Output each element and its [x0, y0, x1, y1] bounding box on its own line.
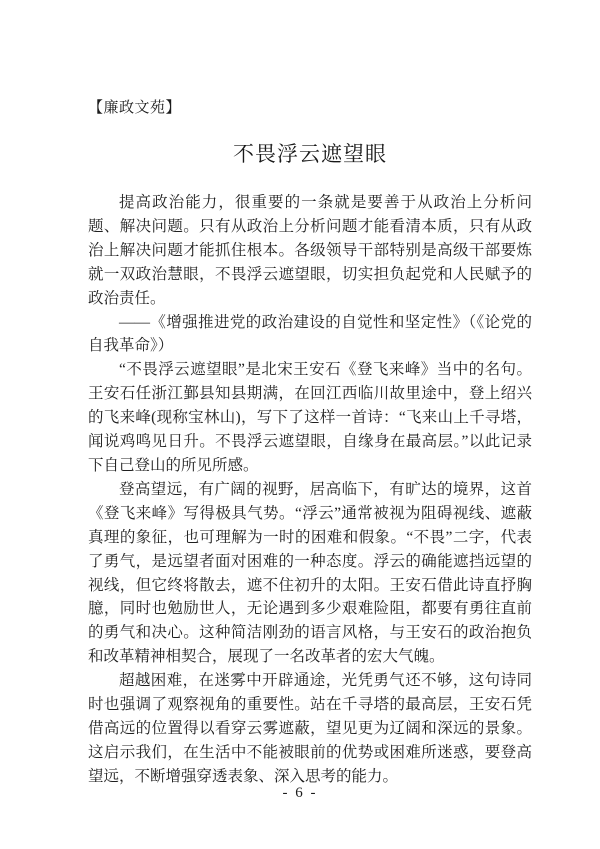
paragraph: ——《增强推进党的政治建设的自觉性和坚定性》（《论党的自我革命》） — [88, 313, 532, 355]
paragraph: “不畏浮云遮望眼”是北宋王安石《登飞来峰》当中的名句。王安石任浙江鄞县知县期满，在回江西临川故里途中，登上绍兴的飞来峰(现称宝林山)，写下了这样一首诗：“飞来山上千寻塔，闻说鸡鸣见日升。不畏浮云遮望眼，自缘身在最高层。”以此记录下自己登山的所见所感。 — [88, 361, 532, 474]
paragraph: 超越困难，在迷雾中开辟通途，光凭勇气还不够，这句诗同时也强调了观察视角的重要性。站在千寻塔的最高层，王安石凭借高远的位置得以看穿云雾遮蔽，望见更为辽阔和深远的景象。这启示我们，在生活中不能被眼前的优势或困难所迷惑，要登高望远，不断增强穿透表象、深入思考的能力。 — [88, 672, 532, 785]
document-body — [88, 191, 532, 789]
paragraph: 提高政治能力，很重要的一条就是要善于从政治上分析问题、解决问题。只有从政治上分析问题才能看清本质，只有从政治上解决问题才能抓住根本。各级领导干部特别是高级干部要炼就一双政治慧眼，不畏浮云遮望眼，切实担负起党和人民赋予的政治责任。 — [88, 194, 532, 307]
paragraph: 登高望远，有广阔的视野，居高临下，有旷达的境界，这首《登飞来峰》写得极具气势。“浮云”通常被视为阻碍视线、遮蔽真理的象征，也可理解为一时的困难和假象。“不畏”二字，代表了勇气，是远望者面对困难的一种态度。浮云的确能遮挡远望的视线，但它终将散去，遮不住初升的太阳。王安石借此诗直抒胸臆，同时也勉励世人，无论遇到多少艰难险阻，都要有勇往直前的勇气和决心。这种简洁刚劲的语言风格，与王安石的政治抱负和改革精神相契合，展现了一名改革者的宏大气魄。 — [88, 480, 532, 666]
page-number: - 6 - — [282, 785, 318, 801]
section-label: 【廉政文苑】 — [88, 100, 182, 116]
page-title: 不畏浮云遮望眼 — [233, 142, 387, 166]
